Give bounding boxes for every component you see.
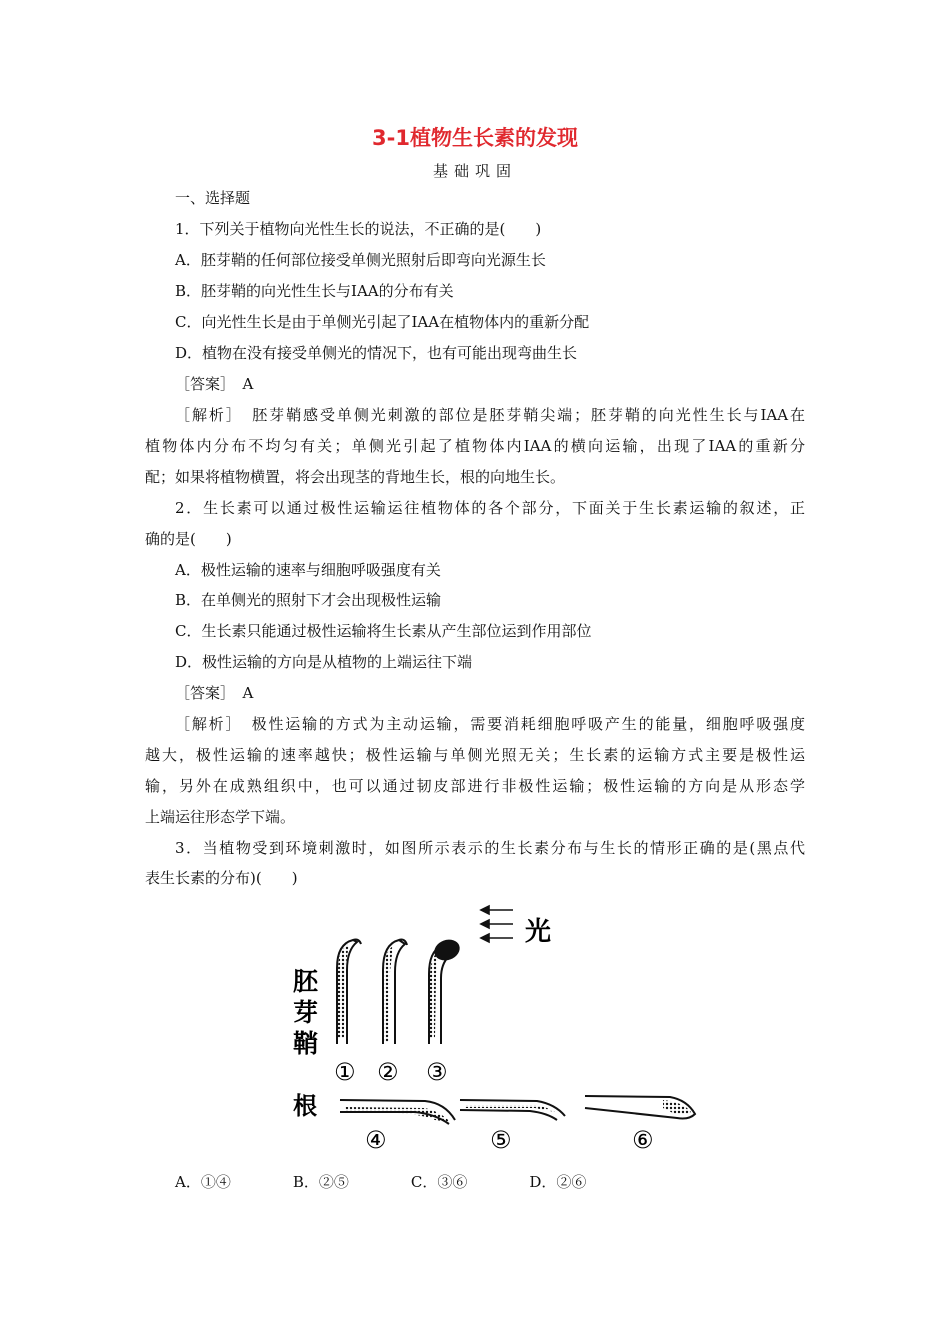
coleoptile-label-char: 芽 — [293, 998, 319, 1027]
q2-option-a: A．极性运输的速率与细胞呼吸强度有关 — [175, 561, 441, 579]
q2-analysis-line: 上端运往形态学下端。 — [145, 808, 296, 826]
q1-option-a: A．胚芽鞘的任何部位接受单侧光照射后即弯向光源生长 — [175, 251, 546, 269]
root-label: 根 — [293, 1092, 317, 1120]
coleoptile-3-icon — [429, 936, 463, 1044]
coleoptile-label-char: 鞘 — [293, 1029, 319, 1058]
q2-analysis-line: ［解析］ 极性运输的方式为主动运输，需要消耗细胞呼吸产生的能量，细胞呼吸强度 — [175, 715, 805, 733]
light-label: 光 — [525, 917, 552, 947]
figure-number: ③ — [426, 1058, 448, 1086]
q3-stem-line: 表生长素的分布)( ) — [145, 869, 298, 887]
figure-number: ⑥ — [632, 1126, 654, 1154]
figure-number: ② — [377, 1058, 399, 1086]
q1-analysis-line: 配；如果将植物横置，将会出现茎的背地生长，根的向地生长。 — [145, 468, 566, 486]
coleoptile-label-char: 胚 — [293, 967, 319, 996]
q3-options — [175, 1172, 648, 1192]
q3-option-d: D．②⑥ — [529, 1173, 587, 1191]
q3-option-c: C．③⑥ — [410, 1173, 468, 1191]
figure-number: ① — [334, 1058, 356, 1086]
q3-option-b: B．②⑤ — [292, 1173, 349, 1191]
document-title: 3-1植物生长素的发现 — [372, 126, 578, 150]
root-6-icon — [585, 1096, 695, 1119]
figure-number: ⑤ — [490, 1126, 512, 1154]
q1-analysis-line: 植物体内分布不均匀有关；单侧光引起了植物体内IAA的横向运输，出现了IAA的重新分 — [145, 437, 805, 455]
q1-answer: ［答案］ A — [175, 375, 254, 393]
q2-option-d: D．极性运输的方向是从植物的上端运往下端 — [175, 653, 473, 671]
q1-option-b: B．胚芽鞘的向光性生长与IAA的分布有关 — [175, 282, 454, 300]
q2-option-b: B．在单侧光的照射下才会出现极性运输 — [175, 591, 442, 609]
q1-option-c: C．向光性生长是由于单侧光引起了IAA在植物体内的重新分配 — [175, 313, 590, 331]
q1-stem: 1．下列关于植物向光性生长的说法，不正确的是( ) — [175, 220, 542, 238]
section-subtitle: 基础巩固 — [432, 162, 517, 180]
coleoptile-1-icon — [337, 940, 361, 1045]
q2-analysis-line: 越大，极性运输的速率越快；极性运输与单侧光照无关；生长素的运输方式主要是极性运 — [145, 746, 805, 764]
light-arrows-icon — [481, 906, 513, 942]
q2-stem-line: 确的是( ) — [145, 530, 232, 548]
root-4-icon — [340, 1100, 455, 1124]
figure-number: ④ — [365, 1126, 387, 1154]
q1-analysis-line: ［解析］ 胚芽鞘感受单侧光刺激的部位是胚芽鞘尖端；胚芽鞘的向光性生长与IAA在 — [175, 406, 805, 424]
q2-answer: ［答案］ A — [175, 684, 254, 702]
q2-stem-line: 2．生长素可以通过极性运输运往植物体的各个部分，下面关于生长素运输的叙述，正 — [175, 499, 805, 517]
q3-stem-line: 3．当植物受到环境刺激时，如图所示表示的生长素分布与生长的情形正确的是(黑点代 — [175, 839, 805, 857]
q2-analysis-line: 输，另外在成熟组织中，也可以通过韧皮部进行非极性运输；极性运输的方向是从形态学 — [145, 777, 805, 795]
q1-option-d: D．植物在没有接受单侧光的情况下，也有可能出现弯曲生长 — [175, 344, 578, 362]
section-heading: 一、选择题 — [175, 189, 251, 207]
auxin-distribution-figure — [285, 898, 705, 1160]
coleoptile-2-icon — [383, 940, 407, 1044]
root-5-icon — [460, 1100, 565, 1120]
q2-option-c: C．生长素只能通过极性运输将生长素从产生部位运到作用部位 — [175, 622, 592, 640]
q3-option-a: A．①④ — [175, 1173, 231, 1191]
